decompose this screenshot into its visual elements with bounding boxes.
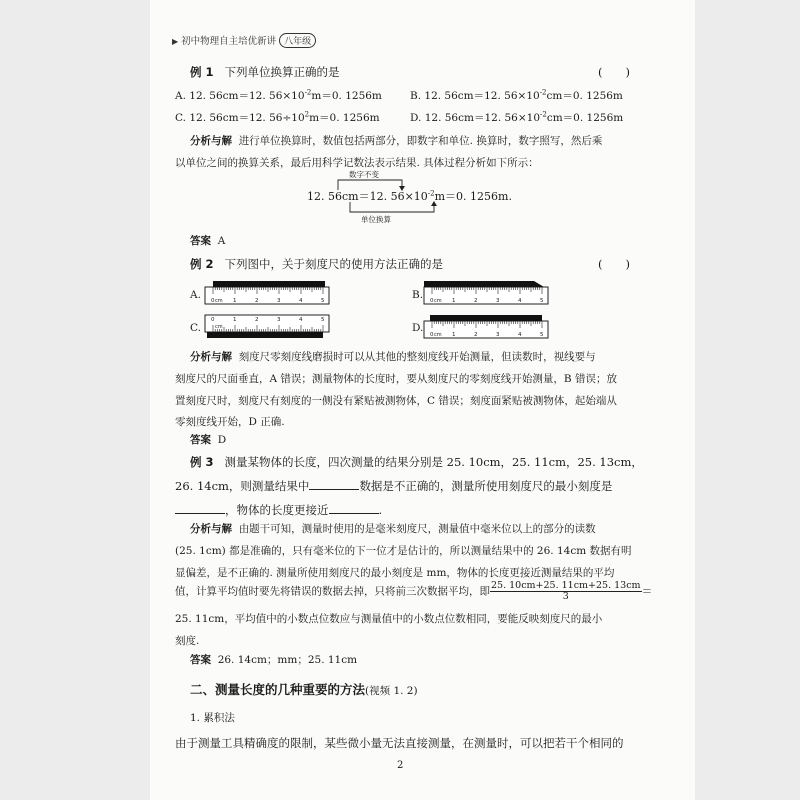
section-heading: 二、测量长度的几种重要的方法(视频 1. 2) [190, 682, 418, 697]
ex2-question: 例 2 下列图中，关于刻度尺的使用方法正确的是 [190, 257, 443, 271]
ex1-option-b: B. 12. 56cm＝12. $56\times 10^{-2}cm=0$. 1256m [410, 88, 623, 102]
body-text-line: 由于测量工具精确度的限制，某些微小量无法直接测量，在测量时，可以把若干个相同的 [175, 736, 624, 750]
ex2-answer: 答案 D [190, 434, 227, 446]
ex1-option-a: A. 12. 56cm＝12. $56\times 10^{-2}m=0$. 1256m [175, 88, 382, 102]
ruler-tick-label: 3 [277, 298, 281, 304]
ex3-analysis-line5: 25. 11cm，平均值中的小数点位数应与测量值中的小数点位数相同，要能反映刻度尺的最小 [175, 613, 603, 625]
measured-object [430, 315, 542, 321]
ex3-answer: 答案 26. 14cm；mm；25. 11cm [190, 654, 358, 666]
ruler-tick-label: 4 [299, 317, 303, 323]
measured-object [213, 281, 325, 287]
ruler-unit-label: cm [215, 298, 223, 304]
ruler-body [205, 287, 329, 304]
ex2-option-c-label: C. [190, 322, 201, 334]
ex2-analysis-line4: 零刻度线开始，D 正确. [175, 416, 285, 428]
subsection-title: 1. 累积法 [190, 712, 235, 724]
ruler-body [205, 315, 329, 332]
ruler-tick-label: 3 [277, 317, 281, 323]
ex2-option-d-label: D. [412, 322, 424, 334]
page-header [172, 33, 316, 48]
ex2-analysis-line3: 置刻度尺时，刻度尺有刻度的一侧没有紧贴被测物体，C 错误；刻度面紧贴被测物体，起始端从 [175, 395, 617, 407]
average-fraction: $\frac{25. 10cm+25. 11cm+25. 13cm}{3}$ [491, 580, 641, 602]
ruler-tick-label: 1 [233, 317, 237, 323]
ruler-unit-label: cm [215, 324, 223, 330]
ex3-analysis-line1: 分析与解 由题干可知，测量时使用的是毫米刻度尺，测量值中毫米位以上的部分的读数 [190, 523, 596, 535]
ex2-option-a-label: A. [190, 289, 201, 301]
ruler-figure-c [203, 313, 333, 341]
ex3-analysis-line4: 值，计算平均值时要先将错误的数据去掉，只将前三次数据平均，即 $\frac{25. 10cm+25. 11cm+25. 13cm}{3}$ ＝ [175, 580, 653, 602]
ex3-question-line3: ，物体的长度更接近 . [175, 502, 382, 518]
ex1-analysis-line2: 以单位之间的换算关系，最后用科学记数法表示结果. 具体过程分析如下所示： [175, 157, 539, 169]
ruler-tick-label: 4 [299, 298, 303, 304]
ruler-tick-label: 3 [496, 332, 500, 338]
ex1-option-d: D. 12. 56cm＝12. $56\times 10^{-2}cm=0$. 1256m [410, 110, 624, 124]
ruler-tick-label: 4 [518, 332, 522, 338]
ex2-paren: ( ) [598, 257, 630, 271]
ex3-analysis-line2: (25. 1cm) 都是准确的，只有毫米位的下一位才是估计的，所以测量结果中的 26. 14cm 数据有明 [175, 545, 632, 557]
ruler-tick-label: 5 [540, 332, 544, 338]
ruler-unit-label: cm [434, 332, 442, 338]
ruler-tick-label: 2 [255, 317, 259, 323]
ex1-paren: ( ) [598, 65, 630, 79]
ruler-figure-b [422, 279, 552, 307]
grade-badge: 八年级 [279, 33, 316, 48]
ruler-tick-label: 5 [540, 298, 544, 304]
ruler-tick-label: 0 [211, 298, 215, 304]
ruler-figure-d [422, 313, 552, 341]
answer-blank-3[interactable] [329, 502, 379, 514]
ruler-tick-label: 1 [452, 298, 456, 304]
triangle-icon: ▶ [172, 37, 179, 46]
ruler-tick-label: 4 [518, 298, 522, 304]
ruler-tick-label: 0 [211, 317, 215, 323]
measured-object [424, 281, 534, 287]
ruler-tick-label: 0 [430, 332, 434, 338]
ex1-question-text: 下列单位换算正确的是 [224, 65, 340, 79]
ruler-tick-label: 5 [321, 317, 325, 323]
diagram-bottom-label: 单位换算 [361, 215, 391, 224]
measured-object [207, 332, 323, 338]
ex3-analysis-line3: 显偏差，是不正确的. 测量所使用刻度尺的最小刻度是 mm，物体的长度更接近测量结果的平均 [175, 567, 615, 579]
ex2-analysis-line1: 分析与解 刻度尺零刻度线磨损时可以从其他的整刻度线开始测量，但读数时，视线要与 [190, 351, 596, 363]
ruler-body [424, 321, 548, 338]
ruler-unit-label: cm [434, 298, 442, 304]
ruler-figure-a [203, 279, 333, 307]
ruler-tick-label: 5 [321, 298, 325, 304]
answer-blank-2[interactable] [175, 502, 225, 514]
ruler-tick-label: 2 [255, 298, 259, 304]
page-number: 2 [397, 760, 404, 771]
ruler-body [424, 287, 548, 304]
diagram-equation: 12. 56cm＝12. $56\times 10^{-2}m=0$. 1256m. [307, 189, 512, 203]
diagram-top-label: 数字不变 [349, 170, 379, 179]
series-title: 初中物理自主培优新讲 [181, 36, 277, 47]
ex3-question-line1: 例 3 测量某物体的长度，四次测量的结果分别是 25. 10cm，25. 11cm，25. 13cm， [190, 455, 643, 469]
ex1-question [190, 64, 339, 80]
ex1-analysis-line1: 分析与解 进行单位换算时，数值包括两部分，即数字和单位. 换算时，数字照写，然后乘 [190, 135, 603, 147]
ruler-tick-label: 0 [430, 298, 434, 304]
ex1-answer: 答案 A [190, 235, 226, 247]
ex2-option-b-label: B. [412, 289, 424, 301]
ruler-tick-label: 2 [474, 298, 478, 304]
ruler-tick-label: 1 [452, 332, 456, 338]
ruler-tick-label: 1 [233, 298, 237, 304]
answer-blank-1[interactable] [309, 478, 359, 490]
ex3-analysis-line6: 刻度. [175, 635, 200, 647]
ex3-question-line2: 26. 14cm，则测量结果中 数据是不正确的，测量所使用刻度尺的最小刻度是 [175, 479, 613, 493]
ruler-tick-label: 2 [474, 332, 478, 338]
ex1-option-c: C. 12. 56cm＝12. $56\div 10^2m=0$. 1256m [175, 110, 380, 124]
ex1-label: 例 1 [190, 65, 214, 79]
ex2-analysis-line2: 刻度尺的尺面垂直，A 错误；测量物体的长度时，要从刻度尺的零刻度线开始测量，B 错误；放 [175, 373, 617, 385]
ruler-tick-label: 3 [496, 298, 500, 304]
